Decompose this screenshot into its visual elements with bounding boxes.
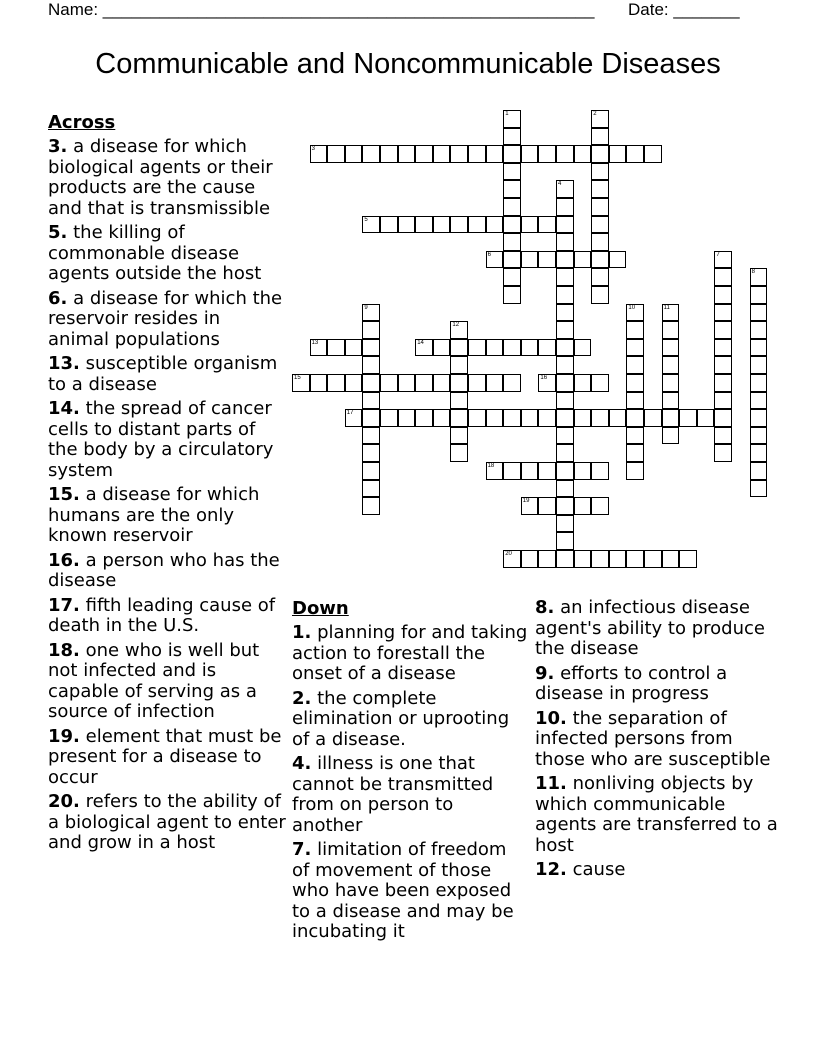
cell-number: 6 — [487, 251, 491, 258]
cell-number: 14 — [417, 339, 424, 346]
clue-number: 8. — [535, 597, 555, 618]
grid-cell[interactable] — [398, 216, 416, 234]
grid-cell[interactable] — [556, 409, 574, 427]
clue-text: a person who has the disease — [48, 549, 280, 591]
page-title: Communicable and Noncommunicable Diseases — [95, 48, 721, 80]
cell-number: 15 — [294, 375, 301, 381]
grid-cell[interactable] — [503, 268, 521, 286]
clue-text: a disease for which the reservoir resides in animal populations — [48, 287, 283, 350]
grid-cell[interactable] — [362, 444, 380, 462]
cell-number: 13 — [311, 339, 319, 346]
grid-cell[interactable] — [468, 145, 486, 163]
grid-cell[interactable] — [662, 409, 680, 427]
grid-cell[interactable] — [415, 145, 433, 163]
clue-number: 17. — [48, 594, 80, 616]
cell-number: 12 — [452, 322, 460, 329]
grid-cell[interactable] — [538, 339, 556, 357]
grid-cell[interactable] — [362, 409, 380, 427]
grid-cell[interactable] — [433, 374, 451, 392]
grid-cell[interactable] — [415, 216, 433, 234]
clue-number: 14. — [48, 398, 80, 419]
grid-cell[interactable] — [609, 251, 627, 269]
grid-cell[interactable] — [574, 409, 592, 427]
grid-cell[interactable] — [503, 145, 521, 163]
clue-text: the killing of commonable disease agents outside the host — [48, 222, 262, 284]
grid-cell[interactable] — [626, 339, 644, 357]
clue-text: fifth leading cause of death in the U.S. — [48, 594, 276, 636]
clue-number: 1. — [292, 622, 312, 643]
cell-number: 3 — [311, 146, 315, 153]
grid-cell[interactable] — [345, 145, 363, 163]
clue-number: 13. — [48, 353, 80, 374]
clue-text: illness is one that cannot be transmitted from on person to another — [292, 753, 494, 836]
grid-cell[interactable] — [362, 145, 380, 163]
clue-text: element that must be present for a disease to occur — [48, 725, 282, 788]
name-field-label: Name: ____________________________________________________ — [48, 0, 595, 19]
clue-text: refers to the ability of a biological agent to enter and grow in a host — [48, 791, 286, 853]
grid-cell[interactable] — [556, 198, 574, 216]
grid-cell[interactable] — [556, 497, 574, 515]
grid-cell[interactable] — [450, 409, 468, 427]
grid-cell[interactable] — [450, 374, 468, 392]
grid-cell[interactable] — [503, 550, 521, 568]
grid-cell[interactable] — [433, 339, 451, 357]
clue-number: 16. — [48, 549, 80, 571]
clue-item — [292, 840, 528, 943]
grid-cell[interactable] — [503, 198, 521, 216]
grid-cell[interactable] — [591, 286, 609, 304]
grid-cell[interactable] — [538, 251, 556, 269]
clue-item — [48, 551, 286, 592]
grid-cell[interactable] — [750, 480, 768, 498]
grid-cell[interactable] — [486, 374, 504, 392]
grid-cell[interactable] — [662, 427, 680, 445]
clue-text: susceptible organism to a disease — [48, 353, 278, 395]
grid-cell[interactable] — [609, 409, 627, 427]
grid-cell[interactable] — [626, 550, 644, 568]
clue-number: 2. — [292, 687, 312, 709]
grid-cell[interactable] — [362, 321, 380, 339]
grid-cell[interactable] — [591, 497, 609, 515]
cell-number: 4 — [558, 181, 562, 188]
cell-number: 1 — [505, 111, 509, 117]
cell-number: 8 — [751, 269, 755, 276]
grid-cell[interactable] — [503, 180, 521, 198]
grid-cell[interactable] — [662, 321, 680, 339]
grid-cell[interactable] — [556, 233, 574, 251]
cell-number: 2 — [593, 111, 597, 117]
cell-number: 9 — [364, 304, 368, 311]
grid-cell[interactable] — [450, 427, 468, 445]
grid-cell[interactable] — [486, 251, 504, 269]
grid-cell[interactable] — [679, 409, 697, 427]
grid-cell[interactable] — [626, 462, 644, 480]
grid-cell[interactable] — [538, 550, 556, 568]
grid-cell[interactable] — [697, 409, 715, 427]
grid-cell[interactable] — [574, 462, 592, 480]
grid-cell[interactable] — [556, 321, 574, 339]
grid-cell[interactable] — [362, 374, 380, 392]
grid-cell[interactable] — [591, 180, 609, 198]
grid-cell[interactable] — [486, 216, 504, 234]
grid-cell[interactable] — [714, 268, 732, 286]
grid-cell[interactable] — [556, 374, 574, 392]
grid-cell[interactable] — [662, 304, 680, 322]
grid-cell[interactable] — [521, 216, 539, 234]
clue-text: a disease for which biological agents or their products are the cause and that is transmissible — [48, 136, 273, 219]
clue-number: 20. — [48, 791, 80, 812]
grid-cell[interactable] — [644, 550, 662, 568]
clue-text: an infectious disease agent's ability to produce the disease — [535, 597, 765, 659]
grid-cell[interactable] — [503, 251, 521, 269]
clue-item — [535, 774, 780, 856]
grid-cell[interactable] — [556, 392, 574, 410]
grid-cell[interactable] — [415, 409, 433, 427]
clue-number: 6. — [48, 287, 68, 309]
grid-cell[interactable] — [468, 409, 486, 427]
grid-cell[interactable] — [538, 462, 556, 480]
grid-cell[interactable] — [626, 304, 644, 322]
grid-cell[interactable] — [626, 356, 644, 374]
grid-cell[interactable] — [380, 374, 398, 392]
grid-cell[interactable] — [450, 321, 468, 339]
grid-cell[interactable] — [591, 163, 609, 181]
clue-number: 12. — [535, 859, 567, 880]
cell-number: 7 — [716, 251, 720, 258]
clue-item — [292, 623, 528, 685]
grid-cell[interactable] — [662, 374, 680, 392]
grid-cell[interactable] — [450, 444, 468, 462]
grid-cell[interactable] — [327, 145, 345, 163]
grid-cell[interactable] — [398, 409, 416, 427]
grid-cell[interactable] — [591, 198, 609, 216]
grid-cell[interactable] — [380, 409, 398, 427]
grid-cell[interactable] — [538, 409, 556, 427]
cell-number: 20 — [505, 551, 512, 557]
grid-cell[interactable] — [362, 427, 380, 445]
clue-item — [535, 709, 780, 771]
clue-item — [535, 598, 780, 660]
clue-number: 19. — [48, 725, 80, 747]
down-clues — [292, 598, 528, 947]
grid-cell[interactable] — [556, 251, 574, 269]
clue-text: the spread of cancer cells to distant parts of the body by a circulatory system — [48, 398, 274, 481]
grid-cell[interactable] — [362, 392, 380, 410]
grid-cell[interactable] — [345, 409, 363, 427]
grid-cell[interactable] — [574, 145, 592, 163]
grid-cell[interactable] — [433, 409, 451, 427]
grid-cell[interactable] — [503, 374, 521, 392]
grid-cell[interactable] — [556, 356, 574, 374]
cell-number: 11 — [663, 304, 670, 311]
clue-item — [48, 641, 286, 723]
clue-text: nonliving objects by which communicable agents are transferred to a host — [535, 773, 778, 856]
grid-cell[interactable] — [327, 374, 345, 392]
grid-cell[interactable] — [626, 145, 644, 163]
cell-number: 17 — [346, 410, 354, 417]
grid-cell[interactable] — [750, 392, 768, 410]
grid-cell[interactable] — [574, 374, 592, 392]
grid-cell[interactable] — [556, 427, 574, 445]
across-clues — [48, 112, 286, 858]
grid-cell[interactable] — [521, 251, 539, 269]
grid-cell[interactable] — [486, 145, 504, 163]
grid-cell[interactable] — [591, 374, 609, 392]
grid-cell[interactable] — [750, 268, 768, 286]
grid-cell[interactable] — [521, 409, 539, 427]
grid-cell[interactable] — [468, 339, 486, 357]
grid-cell[interactable] — [609, 145, 627, 163]
grid-cell[interactable] — [750, 374, 768, 392]
grid-cell[interactable] — [662, 356, 680, 374]
clue-text: the complete elimination or uprooting of a disease. — [292, 687, 510, 750]
grid-cell[interactable] — [450, 339, 468, 357]
grid-cell[interactable] — [503, 409, 521, 427]
grid-cell[interactable] — [591, 462, 609, 480]
grid-cell[interactable] — [556, 532, 574, 550]
grid-cell[interactable] — [556, 480, 574, 498]
grid-cell[interactable] — [556, 180, 574, 198]
grid-cell[interactable] — [521, 462, 539, 480]
grid-cell[interactable] — [538, 145, 556, 163]
clue-item — [48, 485, 286, 547]
grid-cell[interactable] — [591, 409, 609, 427]
clue-item — [48, 289, 286, 351]
grid-cell[interactable] — [574, 550, 592, 568]
grid-cell[interactable] — [503, 339, 521, 357]
grid-cell[interactable] — [362, 480, 380, 498]
grid-cell[interactable] — [450, 392, 468, 410]
clue-number: 18. — [48, 639, 80, 661]
date-field-label: Date: _______ — [628, 0, 740, 19]
grid-cell[interactable] — [714, 356, 732, 374]
grid-cell[interactable] — [662, 550, 680, 568]
grid-cell[interactable] — [556, 286, 574, 304]
grid-cell[interactable] — [626, 392, 644, 410]
grid-cell[interactable] — [644, 409, 662, 427]
grid-cell[interactable] — [750, 321, 768, 339]
grid-cell[interactable] — [714, 286, 732, 304]
grid-cell[interactable] — [750, 462, 768, 480]
grid-cell[interactable] — [362, 216, 380, 234]
grid-cell[interactable] — [591, 233, 609, 251]
clue-item — [292, 754, 528, 836]
clue-number: 10. — [535, 707, 567, 729]
grid-cell[interactable] — [310, 339, 328, 357]
grid-cell[interactable] — [714, 304, 732, 322]
grid-cell[interactable] — [750, 427, 768, 445]
grid-cell[interactable] — [503, 128, 521, 146]
grid-cell[interactable] — [486, 409, 504, 427]
grid-cell[interactable] — [626, 374, 644, 392]
cell-number: 19 — [522, 498, 530, 505]
clue-item — [48, 596, 286, 637]
across-heading: Across — [48, 112, 116, 133]
grid-cell[interactable] — [714, 444, 732, 462]
grid-cell[interactable] — [433, 216, 451, 234]
grid-cell[interactable] — [362, 462, 380, 480]
clue-text: efforts to control a disease in progress — [535, 662, 728, 704]
grid-cell[interactable] — [574, 497, 592, 515]
grid-cell[interactable] — [362, 304, 380, 322]
grid-cell[interactable] — [750, 339, 768, 357]
clue-item — [48, 223, 286, 285]
clue-text: limitation of freedom of movement of those who have been exposed to a disease and may be incubating it — [292, 839, 514, 942]
grid-cell[interactable] — [662, 339, 680, 357]
grid-cell[interactable] — [609, 550, 627, 568]
grid-cell[interactable] — [450, 145, 468, 163]
grid-cell[interactable] — [591, 145, 609, 163]
grid-cell[interactable] — [591, 110, 609, 128]
grid-cell[interactable] — [556, 515, 574, 533]
grid-cell[interactable] — [345, 374, 363, 392]
grid-cell[interactable] — [626, 444, 644, 462]
grid-cell[interactable] — [714, 409, 732, 427]
grid-cell[interactable] — [433, 145, 451, 163]
grid-cell[interactable] — [380, 145, 398, 163]
grid-cell[interactable] — [662, 392, 680, 410]
grid-cell[interactable] — [750, 444, 768, 462]
grid-cell[interactable] — [591, 216, 609, 234]
grid-cell[interactable] — [503, 286, 521, 304]
grid-cell[interactable] — [468, 374, 486, 392]
grid-cell[interactable] — [574, 339, 592, 357]
grid-cell[interactable] — [556, 145, 574, 163]
grid-cell[interactable] — [362, 497, 380, 515]
down-clues-continued — [535, 598, 780, 885]
grid-cell[interactable] — [591, 268, 609, 286]
grid-cell[interactable] — [521, 339, 539, 357]
grid-cell[interactable] — [362, 356, 380, 374]
grid-cell[interactable] — [486, 339, 504, 357]
clue-number: 11. — [535, 773, 567, 794]
grid-cell[interactable] — [450, 216, 468, 234]
grid-cell[interactable] — [750, 356, 768, 374]
cell-number: 10 — [628, 304, 636, 311]
grid-cell[interactable] — [750, 286, 768, 304]
grid-cell[interactable] — [556, 339, 574, 357]
grid-cell[interactable] — [591, 550, 609, 568]
clue-number: 5. — [48, 222, 68, 243]
grid-cell[interactable] — [644, 145, 662, 163]
clue-number: 15. — [48, 484, 80, 505]
grid-cell[interactable] — [450, 356, 468, 374]
clue-number: 7. — [292, 839, 312, 860]
clue-item — [48, 792, 286, 854]
clue-text: planning for and taking action to forestall the onset of a disease — [292, 622, 528, 684]
grid-cell[interactable] — [503, 163, 521, 181]
grid-cell[interactable] — [310, 145, 328, 163]
grid-cell[interactable] — [503, 216, 521, 234]
grid-cell[interactable] — [503, 233, 521, 251]
grid-cell[interactable] — [486, 462, 504, 480]
grid-cell[interactable] — [538, 216, 556, 234]
grid-cell[interactable] — [503, 462, 521, 480]
clue-text: one who is well but not infected and is capable of serving as a source of infection — [48, 639, 260, 722]
grid-cell[interactable] — [591, 251, 609, 269]
grid-cell[interactable] — [521, 550, 539, 568]
grid-cell[interactable] — [345, 339, 363, 357]
clue-text: the separation of infected persons from those who are susceptible — [535, 707, 771, 770]
grid-cell[interactable] — [679, 550, 697, 568]
grid-cell[interactable] — [714, 321, 732, 339]
grid-cell[interactable] — [574, 251, 592, 269]
grid-cell[interactable] — [556, 462, 574, 480]
clue-item — [48, 399, 286, 481]
grid-cell[interactable] — [556, 268, 574, 286]
clue-number: 3. — [48, 136, 68, 157]
grid-cell[interactable] — [415, 339, 433, 357]
grid-cell[interactable] — [591, 128, 609, 146]
clue-item — [48, 137, 286, 219]
grid-cell[interactable] — [750, 304, 768, 322]
grid-cell[interactable] — [556, 444, 574, 462]
grid-cell[interactable] — [626, 321, 644, 339]
grid-cell[interactable] — [398, 145, 416, 163]
grid-cell[interactable] — [626, 409, 644, 427]
clue-number: 9. — [535, 662, 555, 684]
grid-cell[interactable] — [468, 216, 486, 234]
down-heading: Down — [292, 598, 349, 619]
clue-text: a disease for which humans are the only known reservoir — [48, 484, 260, 546]
grid-cell[interactable] — [750, 409, 768, 427]
grid-cell[interactable] — [398, 374, 416, 392]
clue-item — [48, 727, 286, 789]
grid-cell[interactable] — [503, 110, 521, 128]
grid-cell[interactable] — [521, 497, 539, 515]
grid-cell[interactable] — [538, 374, 556, 392]
grid-cell[interactable] — [714, 374, 732, 392]
grid-cell[interactable] — [714, 339, 732, 357]
grid-cell[interactable] — [714, 251, 732, 269]
clue-text: cause — [572, 859, 626, 880]
grid-cell[interactable] — [362, 339, 380, 357]
grid-cell[interactable] — [626, 427, 644, 445]
clue-item — [292, 689, 528, 751]
cell-number: 18 — [487, 463, 495, 469]
clue-item — [535, 860, 780, 881]
grid-cell[interactable] — [714, 392, 732, 410]
grid-cell[interactable] — [327, 339, 345, 357]
clue-item — [535, 664, 780, 705]
grid-cell[interactable] — [556, 304, 574, 322]
clue-number: 4. — [292, 753, 312, 774]
grid-cell[interactable] — [556, 550, 574, 568]
grid-cell[interactable] — [292, 374, 310, 392]
cell-number: 16 — [540, 375, 548, 381]
grid-cell[interactable] — [380, 216, 398, 234]
grid-cell[interactable] — [538, 497, 556, 515]
grid-cell[interactable] — [521, 145, 539, 163]
grid-cell[interactable] — [415, 374, 433, 392]
clue-item — [48, 354, 286, 395]
grid-cell[interactable] — [556, 216, 574, 234]
grid-cell[interactable] — [714, 427, 732, 445]
grid-cell[interactable] — [310, 374, 328, 392]
cell-number: 5 — [364, 216, 368, 223]
